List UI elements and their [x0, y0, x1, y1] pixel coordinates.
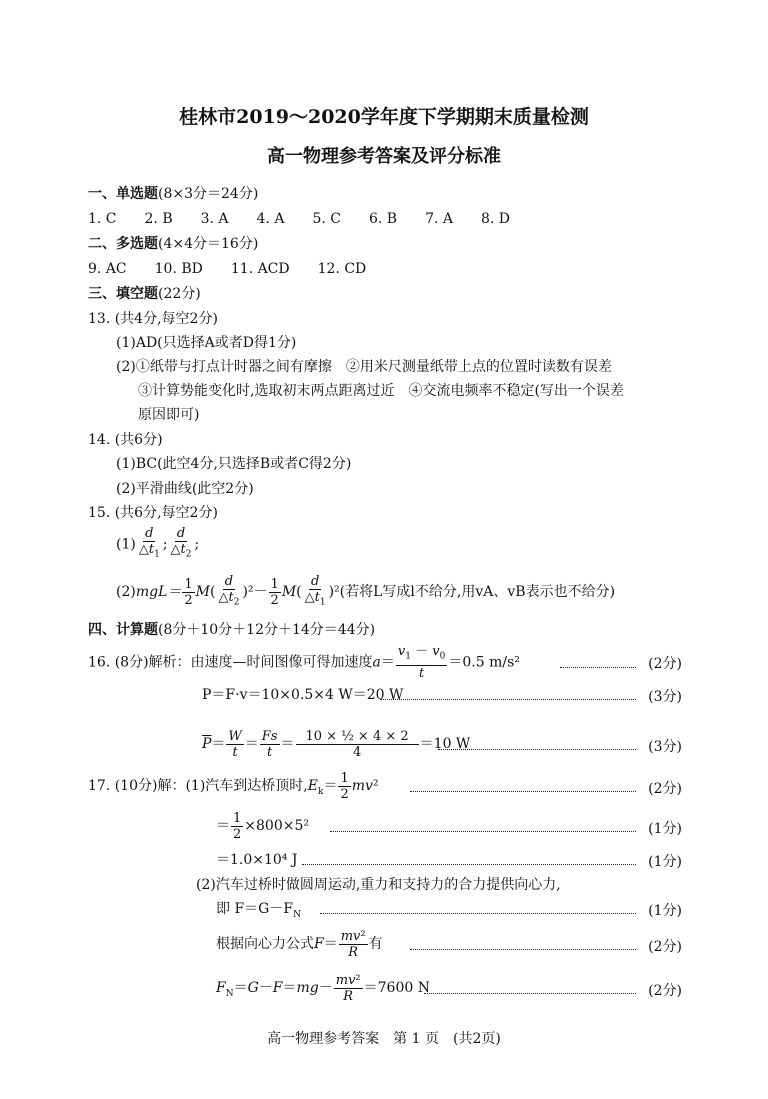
q13-part2-line3: 原因即可) — [138, 407, 200, 423]
fraction-d-over-dt1: $\frac{d}{\triangle t_1}$ — [138, 526, 160, 560]
q16-line1: 16. (8分)解析：由速度—时间图像可得加速度a＝ $\frac{v_1 - v_0}{t}$ ＝0.5 m/s² — [88, 644, 520, 681]
q16-points-3: (3分) — [648, 739, 682, 755]
section-heading: 四、计算题 — [88, 622, 158, 638]
single-choice-answers: 1. C 2. B 3. A 4. A 5. C 6. B 7. A 8. D — [88, 211, 511, 227]
dot-leader — [380, 699, 636, 700]
q17-line3: ＝1.0×10⁴ J — [216, 852, 298, 868]
q13-part2-line1: (2)①纸带与打点计时器之间有摩擦 ②用米尺测量纸带上点的位置时读数有误差 — [116, 359, 612, 375]
q17-points-3: (1分) — [648, 854, 682, 870]
q15-part2: (2)mgL＝ $\frac{1}{2}$ M( $\frac{d}{\triangle t_2}$ )²－ $\frac{1}{2}$ M( $\frac{d}{\triangle t_1}$ )²(若将L写成l不给分,用vA、vB表示也不给分) — [116, 573, 616, 608]
q17-part2-eq: 即 $F=G-F_N$ — [216, 901, 301, 920]
section-score: (4×4分＝16分) — [158, 236, 259, 252]
section-fill-blank — [88, 285, 201, 303]
q16-line3: $\overline{P}=$ $\frac{W}{t}$ ＝ $\frac{Fs}{t}$ ＝ $\frac{\text{10 × ½ × 4 × 2}}{4}$ ＝10 W — [202, 728, 471, 760]
q16-points-1: (2分) — [648, 656, 682, 672]
q14-part1: (1)BC(此空4分,只选择B或者C得2分) — [116, 456, 352, 472]
q13-part1: (1)AD(只选择A或者D得1分) — [116, 335, 297, 351]
dot-leader — [438, 749, 636, 750]
q16-line2: P＝F·v＝10×0.5×4 W＝20 W — [202, 687, 404, 703]
section-single-choice — [88, 185, 258, 203]
q17-line2: ＝ $\frac{1}{2}$ ×800×5² — [216, 810, 309, 842]
q17-fn: $F_N=G-F=mg-$ $\frac{\text{mv²}}{R}$ ＝7600 N — [216, 972, 430, 1004]
section-score: (22分) — [158, 286, 201, 302]
q17-points-6: (2分) — [648, 983, 682, 999]
q17-points-2: (1分) — [648, 821, 682, 837]
q14-head: 14. (共6分) — [88, 432, 163, 448]
dot-leader — [410, 949, 636, 950]
page-subtitle: 高一物理参考答案及评分标准 — [267, 146, 501, 167]
q15-head: 15. (共6分,每空2分) — [88, 505, 218, 521]
page-footer: 高一物理参考答案 第 1 页 (共2页) — [267, 1031, 501, 1047]
q17-points-1: (2分) — [648, 781, 682, 797]
page-title: 桂林市2019～2020学年度下学期期末质量检测 — [179, 106, 589, 128]
q17-points-5: (2分) — [648, 939, 682, 955]
q16-points-2: (3分) — [648, 689, 682, 705]
q17-formula: 根据向心力公式F＝ $\frac{\text{mv²}}{R}$ 有 — [216, 928, 383, 960]
section-calculation — [88, 621, 375, 639]
dot-leader — [410, 791, 636, 792]
q17-line1: 17. (10分)解：(1)汽车到达桥顶时$,E_k=$ $\frac{1}{2}$ mv² — [88, 770, 379, 802]
multiple-choice-answers: 9. AC 10. BD 11. ACD 12. CD — [88, 261, 367, 277]
section-multiple-choice — [88, 235, 258, 253]
q17-part2: (2)汽车过桥时做圆周运动,重力和支持力的合力提供向心力, — [196, 877, 561, 893]
q17-points-4: (1分) — [648, 903, 682, 919]
q13-part2-line2: ③计算势能变化时,选取初末两点距离过近 ④交流电频率不稳定(写出一个误差 — [138, 383, 624, 399]
section-score: (8×3分＝24分) — [158, 186, 259, 202]
dot-leader — [302, 864, 636, 865]
section-score: (8分＋10分＋12分＋14分＝44分) — [158, 622, 376, 638]
dot-leader — [330, 831, 636, 832]
fraction-d-over-dt2: $\frac{d}{\triangle t_2}$ — [170, 526, 192, 560]
q15-part1: (1) $\frac{d}{\triangle t_1}$ ; $\frac{d}{\triangle t_2}$ ; — [116, 526, 199, 563]
section-heading: 一、单选题 — [88, 186, 158, 202]
dot-leader — [560, 667, 636, 668]
section-heading: 二、多选题 — [88, 236, 158, 252]
dot-leader — [320, 913, 636, 914]
q15-note: (若将L写成l不给分,用vA、vB表示也不给分) — [339, 584, 616, 600]
dot-leader — [424, 993, 636, 994]
q13-head: 13. (共4分,每空2分) — [88, 311, 218, 327]
q14-part2: (2)平滑曲线(此空2分) — [116, 481, 254, 497]
section-heading: 三、填空题 — [88, 286, 158, 302]
